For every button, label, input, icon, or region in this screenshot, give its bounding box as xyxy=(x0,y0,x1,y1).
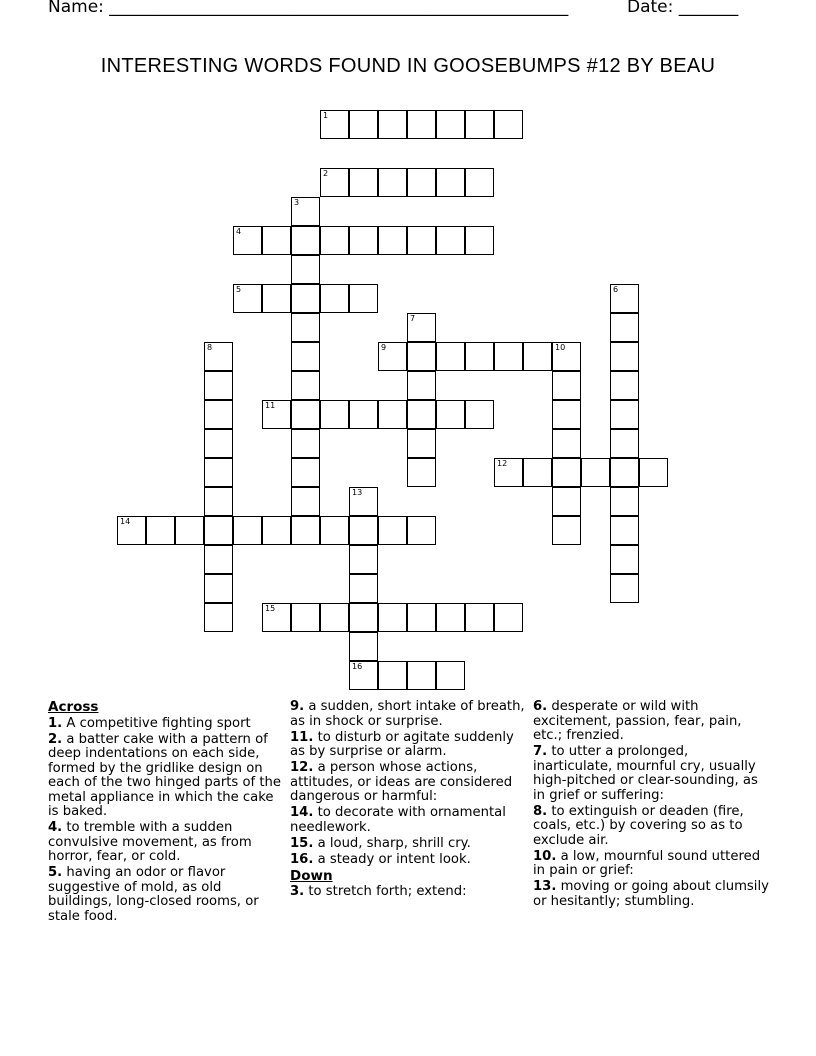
crossword-cell[interactable] xyxy=(262,603,291,632)
clue-number: 15 xyxy=(265,604,276,613)
crossword-cell[interactable] xyxy=(175,516,204,545)
name-label xyxy=(48,0,568,17)
down-clue-list-continued xyxy=(533,700,769,909)
crossword-cell[interactable] xyxy=(552,487,581,516)
crossword-cell[interactable] xyxy=(204,429,233,458)
down-clue xyxy=(533,745,769,803)
crossword-cell[interactable] xyxy=(117,516,146,545)
crossword-cell[interactable] xyxy=(436,226,465,255)
crossword-cell[interactable] xyxy=(291,284,320,313)
clue-text: a sudden, short intake of breath, as in shock or surprise. xyxy=(290,699,525,729)
clue-number: 12 xyxy=(497,459,508,468)
clue-text: to extinguish or deaden (fire, coals, etc.) by covering so as to exclude air. xyxy=(533,803,744,848)
clue-text: to disturb or agitate suddenly as by surprise or alarm. xyxy=(290,729,514,759)
down-clue xyxy=(533,850,769,879)
crossword-cell[interactable] xyxy=(233,226,262,255)
crossword-cell[interactable] xyxy=(291,313,320,342)
crossword-cell[interactable] xyxy=(291,458,320,487)
crossword-cell[interactable] xyxy=(436,661,465,690)
across-clue xyxy=(48,821,284,865)
clue-number-label: 15. xyxy=(290,835,314,851)
clue-text: a low, mournful sound uttered in pain or grief: xyxy=(533,848,761,878)
crossword-cell[interactable] xyxy=(610,574,639,603)
clue-number: 16 xyxy=(352,662,363,671)
crossword-cell[interactable] xyxy=(320,226,349,255)
crossword-cell[interactable] xyxy=(465,603,494,632)
crossword-cell[interactable] xyxy=(262,284,291,313)
across-clue xyxy=(48,717,284,732)
across-clue xyxy=(290,806,526,835)
clue-number: 13 xyxy=(352,488,363,497)
crossword-cell[interactable] xyxy=(465,226,494,255)
crossword-cell[interactable] xyxy=(465,342,494,371)
clue-number-label: 2. xyxy=(48,731,63,747)
down-clue xyxy=(533,880,769,909)
clue-number-label: 4. xyxy=(48,820,63,835)
crossword-cell[interactable] xyxy=(639,458,668,487)
crossword-cell[interactable] xyxy=(610,458,639,487)
crossword-cell[interactable] xyxy=(581,458,610,487)
clue-text: A competitive fighting sport xyxy=(62,715,251,731)
crossword-cell[interactable] xyxy=(610,371,639,400)
name-line: ______________________________________________________ xyxy=(109,0,569,17)
clue-text: a batter cake with a pattern of deep indentations on each side, formed by the gridlike design on each of the two hinged parts of the metal appliance in which the cake is baked. xyxy=(48,731,282,819)
clue-number-label: 12. xyxy=(290,760,314,775)
down-clue xyxy=(290,885,526,900)
crossword-cell[interactable] xyxy=(436,400,465,429)
crossword-cell[interactable] xyxy=(407,661,436,690)
crossword-cell[interactable] xyxy=(378,661,407,690)
down-heading: Down xyxy=(290,867,333,884)
clue-number: 14 xyxy=(120,517,131,526)
crossword-cell[interactable] xyxy=(436,168,465,197)
crossword-cell[interactable] xyxy=(291,226,320,255)
clue-number-label: 6. xyxy=(533,699,548,714)
crossword-cell[interactable] xyxy=(349,545,378,574)
crossword-cell[interactable] xyxy=(204,487,233,516)
clue-number-label: 9. xyxy=(290,699,305,714)
crossword-cell[interactable] xyxy=(262,400,291,429)
clue-number-label: 3. xyxy=(290,884,305,899)
crossword-cell[interactable] xyxy=(320,603,349,632)
down-clue xyxy=(533,805,769,849)
across-clue xyxy=(290,837,526,852)
clue-number: 10 xyxy=(555,343,566,352)
crossword-cell[interactable] xyxy=(349,284,378,313)
crossword-cell[interactable] xyxy=(320,400,349,429)
clue-number: 1 xyxy=(323,111,329,120)
clue-number: 2 xyxy=(323,169,329,178)
crossword-cell[interactable] xyxy=(349,226,378,255)
crossword-cell[interactable] xyxy=(494,342,523,371)
crossword-cell[interactable] xyxy=(523,458,552,487)
crossword-cell[interactable] xyxy=(610,429,639,458)
crossword-cell[interactable] xyxy=(378,342,407,371)
crossword-cell[interactable] xyxy=(552,516,581,545)
date-line: _______ xyxy=(678,0,739,17)
clue-number-label: 11. xyxy=(290,729,314,745)
clues-column-1 xyxy=(48,700,284,926)
crossword-cell[interactable] xyxy=(378,226,407,255)
crossword-cell[interactable] xyxy=(407,342,436,371)
crossword-cell[interactable] xyxy=(378,400,407,429)
crossword-cell[interactable] xyxy=(233,516,262,545)
clue-number: 8 xyxy=(207,343,213,352)
crossword-cell[interactable] xyxy=(407,429,436,458)
clue-number-label: 10. xyxy=(533,848,557,864)
crossword-cell[interactable] xyxy=(349,574,378,603)
crossword-cell[interactable] xyxy=(465,168,494,197)
clue-number-label: 14. xyxy=(290,805,314,820)
clue-number-label: 5. xyxy=(48,865,63,880)
crossword-cell[interactable] xyxy=(436,342,465,371)
clue-text: to utter a prolonged, inarticulate, mournful cry, usually high-pitched or clear-sounding, as in grief or suffering: xyxy=(533,744,758,803)
across-clue xyxy=(48,733,284,820)
clue-text: to stretch forth; extend: xyxy=(304,884,467,899)
crossword-cell[interactable] xyxy=(494,458,523,487)
clue-text: moving or going about clumsily or hesitantly; stumbling. xyxy=(533,879,769,909)
clue-number-label: 16. xyxy=(290,851,314,867)
crossword-cell[interactable] xyxy=(291,371,320,400)
clue-text: desperate or wild with excitement, passion, fear, pain, etc.; frenzied. xyxy=(533,699,742,743)
clue-number-label: 13. xyxy=(533,879,557,894)
crossword-cell[interactable] xyxy=(291,429,320,458)
clue-text: having an odor or flavor suggestive of mold, as old buildings, long-closed rooms, or stale food. xyxy=(48,865,259,924)
crossword-cell[interactable] xyxy=(407,226,436,255)
clue-number: 9 xyxy=(381,343,387,352)
crossword-cell[interactable] xyxy=(349,661,378,690)
crossword-cell[interactable] xyxy=(552,429,581,458)
crossword-cell[interactable] xyxy=(407,168,436,197)
down-clue-list xyxy=(290,885,526,900)
crossword-cell[interactable] xyxy=(552,400,581,429)
across-clue xyxy=(290,853,526,868)
crossword-cell[interactable] xyxy=(407,516,436,545)
crossword-cell[interactable] xyxy=(204,458,233,487)
clue-number: 4 xyxy=(236,227,242,236)
clues-column-3 xyxy=(533,700,769,911)
crossword-cell[interactable] xyxy=(204,371,233,400)
crossword-cell[interactable] xyxy=(291,516,320,545)
crossword-cell[interactable] xyxy=(291,255,320,284)
crossword-cell[interactable] xyxy=(552,371,581,400)
crossword-cell[interactable] xyxy=(204,574,233,603)
clue-number-label: 8. xyxy=(533,803,548,819)
crossword-cell[interactable] xyxy=(610,487,639,516)
crossword-cell[interactable] xyxy=(552,458,581,487)
crossword-cell[interactable] xyxy=(407,110,436,139)
crossword-cell[interactable] xyxy=(146,516,175,545)
crossword-cell[interactable] xyxy=(610,400,639,429)
crossword-cell[interactable] xyxy=(407,400,436,429)
crossword-cell[interactable] xyxy=(349,110,378,139)
across-clue xyxy=(290,700,526,729)
crossword-cell[interactable] xyxy=(204,342,233,371)
clue-number: 5 xyxy=(236,285,242,294)
crossword-cell[interactable] xyxy=(291,342,320,371)
crossword-cell[interactable] xyxy=(291,487,320,516)
crossword-cell[interactable] xyxy=(610,284,639,313)
across-clue xyxy=(290,761,526,805)
crossword-cell[interactable] xyxy=(523,342,552,371)
crossword-cell[interactable] xyxy=(233,284,262,313)
crossword-cell[interactable] xyxy=(349,632,378,661)
clue-number: 7 xyxy=(410,314,416,323)
crossword-cell[interactable] xyxy=(407,603,436,632)
down-clue xyxy=(533,700,769,744)
crossword-cell[interactable] xyxy=(407,458,436,487)
clue-text: a loud, sharp, shrill cry. xyxy=(313,835,471,851)
crossword-cell[interactable] xyxy=(610,342,639,371)
crossword-cell[interactable] xyxy=(320,284,349,313)
crossword-cell[interactable] xyxy=(262,226,291,255)
crossword-cell[interactable] xyxy=(378,168,407,197)
crossword-cell[interactable] xyxy=(552,342,581,371)
crossword-cell[interactable] xyxy=(407,313,436,342)
crossword-cell[interactable] xyxy=(320,516,349,545)
crossword-cell[interactable] xyxy=(610,313,639,342)
clue-number-label: 1. xyxy=(48,715,63,731)
crossword-cell[interactable] xyxy=(436,603,465,632)
across-clue xyxy=(290,731,526,760)
crossword-cell[interactable] xyxy=(291,197,320,226)
crossword-cell[interactable] xyxy=(610,545,639,574)
crossword-cell[interactable] xyxy=(407,371,436,400)
clue-number: 11 xyxy=(265,401,276,410)
across-clue-list xyxy=(48,717,284,925)
date-label xyxy=(627,0,738,17)
crossword-cell[interactable] xyxy=(204,400,233,429)
crossword-cell[interactable] xyxy=(349,487,378,516)
crossword-cell[interactable] xyxy=(349,168,378,197)
across-clue-list-continued xyxy=(290,700,526,867)
crossword-cell[interactable] xyxy=(291,400,320,429)
crossword-cell[interactable] xyxy=(378,603,407,632)
across-clue xyxy=(48,866,284,924)
crossword-cell[interactable] xyxy=(465,110,494,139)
crossword-cell[interactable] xyxy=(291,603,320,632)
crossword-cell[interactable] xyxy=(204,516,233,545)
crossword-cell[interactable] xyxy=(378,516,407,545)
crossword-cell[interactable] xyxy=(378,110,407,139)
crossword-cell[interactable] xyxy=(494,110,523,139)
across-heading: Across xyxy=(48,699,99,715)
crossword-cell[interactable] xyxy=(204,545,233,574)
clues-column-2 xyxy=(290,700,526,901)
crossword-cell[interactable] xyxy=(494,603,523,632)
crossword-cell[interactable] xyxy=(349,603,378,632)
clue-text: to decorate with ornamental needlework. xyxy=(290,805,506,835)
clue-text: to tremble with a sudden convulsive movement, as from horror, fear, or cold. xyxy=(48,820,252,864)
crossword-cell[interactable] xyxy=(436,110,465,139)
crossword-cell[interactable] xyxy=(262,516,291,545)
date-label-text: Date: xyxy=(627,0,674,17)
page-title: INTERESTING WORDS FOUND IN GOOSEBUMPS #12 BY BEAU xyxy=(100,55,716,77)
crossword-cell[interactable] xyxy=(349,516,378,545)
crossword-cell[interactable] xyxy=(349,400,378,429)
clue-number: 3 xyxy=(294,198,300,207)
crossword-cell[interactable] xyxy=(320,168,349,197)
crossword-cell[interactable] xyxy=(320,110,349,139)
crossword-cell[interactable] xyxy=(465,400,494,429)
clue-text: a person whose actions, attitudes, or ideas are considered dangerous or harmful: xyxy=(290,760,513,804)
crossword-cell[interactable] xyxy=(204,603,233,632)
crossword-cell[interactable] xyxy=(610,516,639,545)
clue-text: a steady or intent look. xyxy=(313,851,471,867)
clue-number: 6 xyxy=(613,285,619,294)
clue-number-label: 7. xyxy=(533,744,548,759)
name-label-text: Name: xyxy=(48,0,104,17)
